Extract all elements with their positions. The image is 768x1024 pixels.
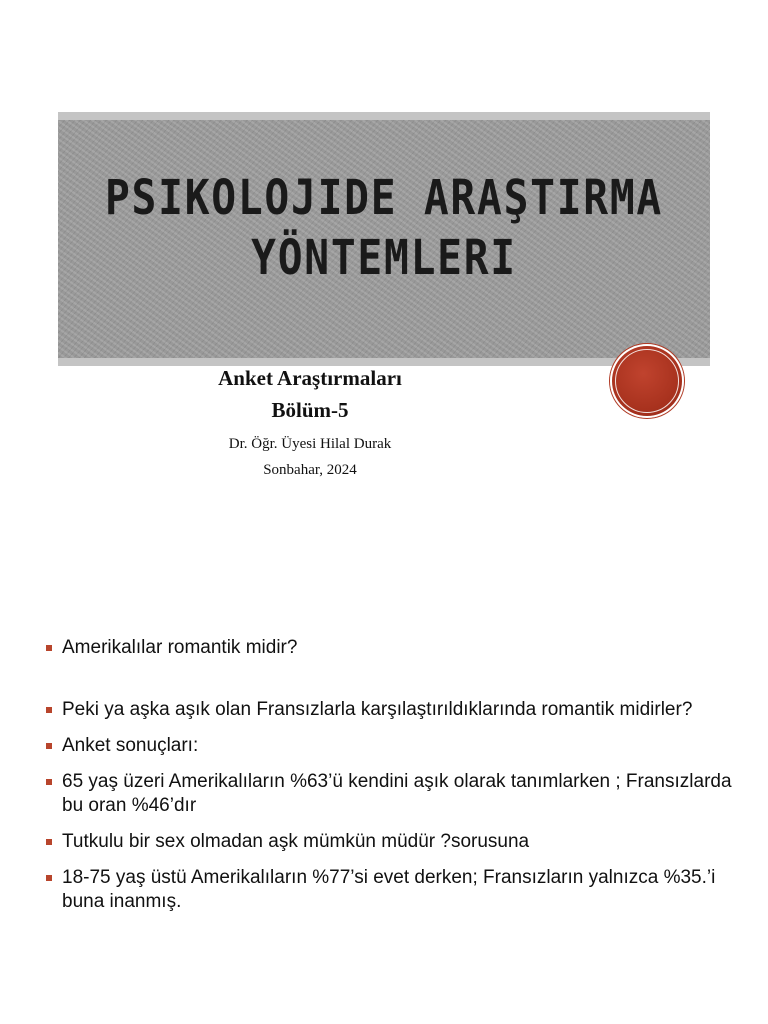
bullet-square-icon: [46, 743, 52, 749]
list-item: [42, 770, 732, 818]
list-item: [42, 866, 732, 914]
bullet-square-icon: [46, 645, 52, 651]
bullet-text: Tutkulu bir sex olmadan aşk mümkün müdür ?sorusuna: [62, 831, 530, 852]
date: Sonbahar, 2024: [263, 462, 357, 478]
title-band: [58, 112, 710, 366]
subtitle-line-1: Anket Araştırmaları: [218, 366, 402, 390]
bullet-list: [42, 636, 732, 926]
title-line-2: YÖNTEMLERI: [251, 230, 517, 286]
bullet-square-icon: [46, 875, 52, 881]
bullet-text: 65 yaş üzeri Amerikalıların %63’ü kendini aşık olarak tanımlarken ; Fransızlarda bu oran %46’dır: [62, 771, 732, 816]
bullet-square-icon: [46, 707, 52, 713]
content-slide: [0, 580, 768, 1024]
list-item: [42, 636, 732, 660]
subtitle-line-2: Bölüm-5: [271, 398, 349, 422]
author: Dr. Öğr. Üyesi Hilal Durak: [228, 436, 392, 452]
list-item: [42, 734, 732, 758]
bullet-square-icon: [46, 839, 52, 845]
bullet-text: Peki ya aşka aşık olan Fransızlarla karşılaştırıldıklarında romantik midirler?: [62, 699, 693, 720]
subtitle-block: [150, 362, 470, 482]
bullet-text: 18-75 yaş üstü Amerikalıların %77’si evet derken; Fransızların yalnızca %35.’i buna inanmış.: [62, 867, 716, 912]
decorative-circle-icon: [610, 344, 684, 418]
list-item: [42, 698, 732, 722]
list-item: [42, 830, 732, 854]
bullet-square-icon: [46, 779, 52, 785]
slide-title: [104, 168, 665, 288]
bullet-text: Amerikalılar romantik midir?: [62, 637, 298, 658]
bullet-text: Anket sonuçları:: [62, 735, 199, 756]
title-line-1: PSIKOLOJIDE ARAŞTIRMA: [104, 170, 664, 226]
